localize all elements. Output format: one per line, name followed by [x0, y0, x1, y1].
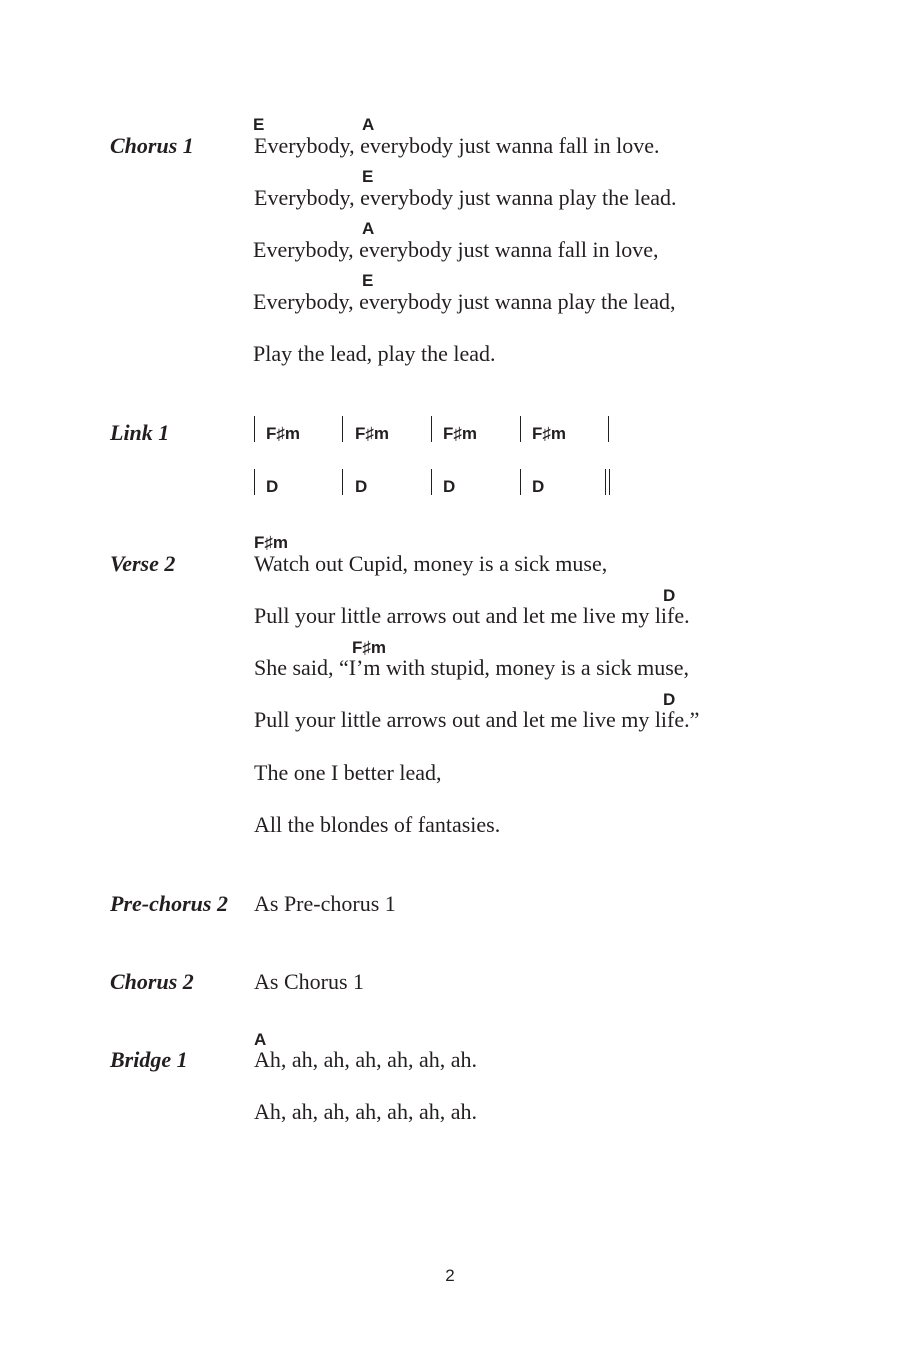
chord: F♯m [254, 533, 288, 552]
bar-line [254, 416, 255, 442]
bar-line [608, 416, 609, 442]
chord: F♯m [355, 424, 389, 443]
chord: F♯m [532, 424, 566, 443]
lyric-line: Ah, ah, ah, ah, ah, ah, ah. [254, 1047, 477, 1072]
final-bar-line [605, 469, 610, 495]
chord: D [663, 586, 676, 605]
chord: D [663, 690, 676, 709]
chord: A [362, 219, 375, 238]
bar-line [520, 416, 521, 442]
chord: F♯m [352, 638, 386, 657]
section-instruction: As Chorus 1 [254, 969, 365, 994]
chord: D [355, 477, 368, 496]
lyric-line: All the blondes of fantasies. [254, 812, 501, 837]
bar-line [431, 416, 432, 442]
section-instruction: As Pre-chorus 1 [254, 891, 396, 916]
section-label-pre-chorus-2: Pre-chorus 2 [110, 891, 228, 916]
chord: E [362, 271, 374, 290]
lyric-line: Pull your little arrows out and let me live my life.” [254, 707, 700, 732]
chord: A [254, 1030, 267, 1049]
section-label-bridge-1: Bridge 1 [110, 1047, 188, 1072]
chord: E [362, 167, 374, 186]
bar-line [520, 469, 521, 495]
lyric-line: She said, “I’m with stupid, money is a sick muse, [254, 655, 690, 680]
bar-line [342, 416, 343, 442]
lyric-line: Everybody, everybody just wanna play the lead, [253, 289, 676, 314]
lyric-line: Pull your little arrows out and let me live my life. [254, 603, 690, 628]
bar-line [431, 469, 432, 495]
chord: E [253, 115, 265, 134]
lyric-line: Everybody, everybody just wanna play the lead. [254, 185, 677, 210]
lyric-line: Ah, ah, ah, ah, ah, ah, ah. [254, 1099, 477, 1124]
chord: D [266, 477, 279, 496]
bar-line [254, 469, 255, 495]
lyric-line: Everybody, everybody just wanna fall in love, [253, 237, 659, 262]
chord: A [362, 115, 375, 134]
section-label-chorus-1: Chorus 1 [110, 133, 194, 158]
chord: D [443, 477, 456, 496]
section-label-verse-2: Verse 2 [110, 551, 176, 576]
chord: F♯m [443, 424, 477, 443]
chord: F♯m [266, 424, 300, 443]
section-label-chorus-2: Chorus 2 [110, 969, 194, 994]
lyric-line: Play the lead, play the lead. [253, 341, 496, 366]
lyric-line: Everybody, everybody just wanna fall in love. [254, 133, 660, 158]
chord: D [532, 477, 545, 496]
lyric-line: The one I better lead, [254, 760, 442, 785]
section-label-link-1: Link 1 [110, 420, 170, 445]
lyric-line: Watch out Cupid, money is a sick muse, [254, 551, 608, 576]
bar-line [342, 469, 343, 495]
page-number: 2 [445, 1266, 455, 1285]
